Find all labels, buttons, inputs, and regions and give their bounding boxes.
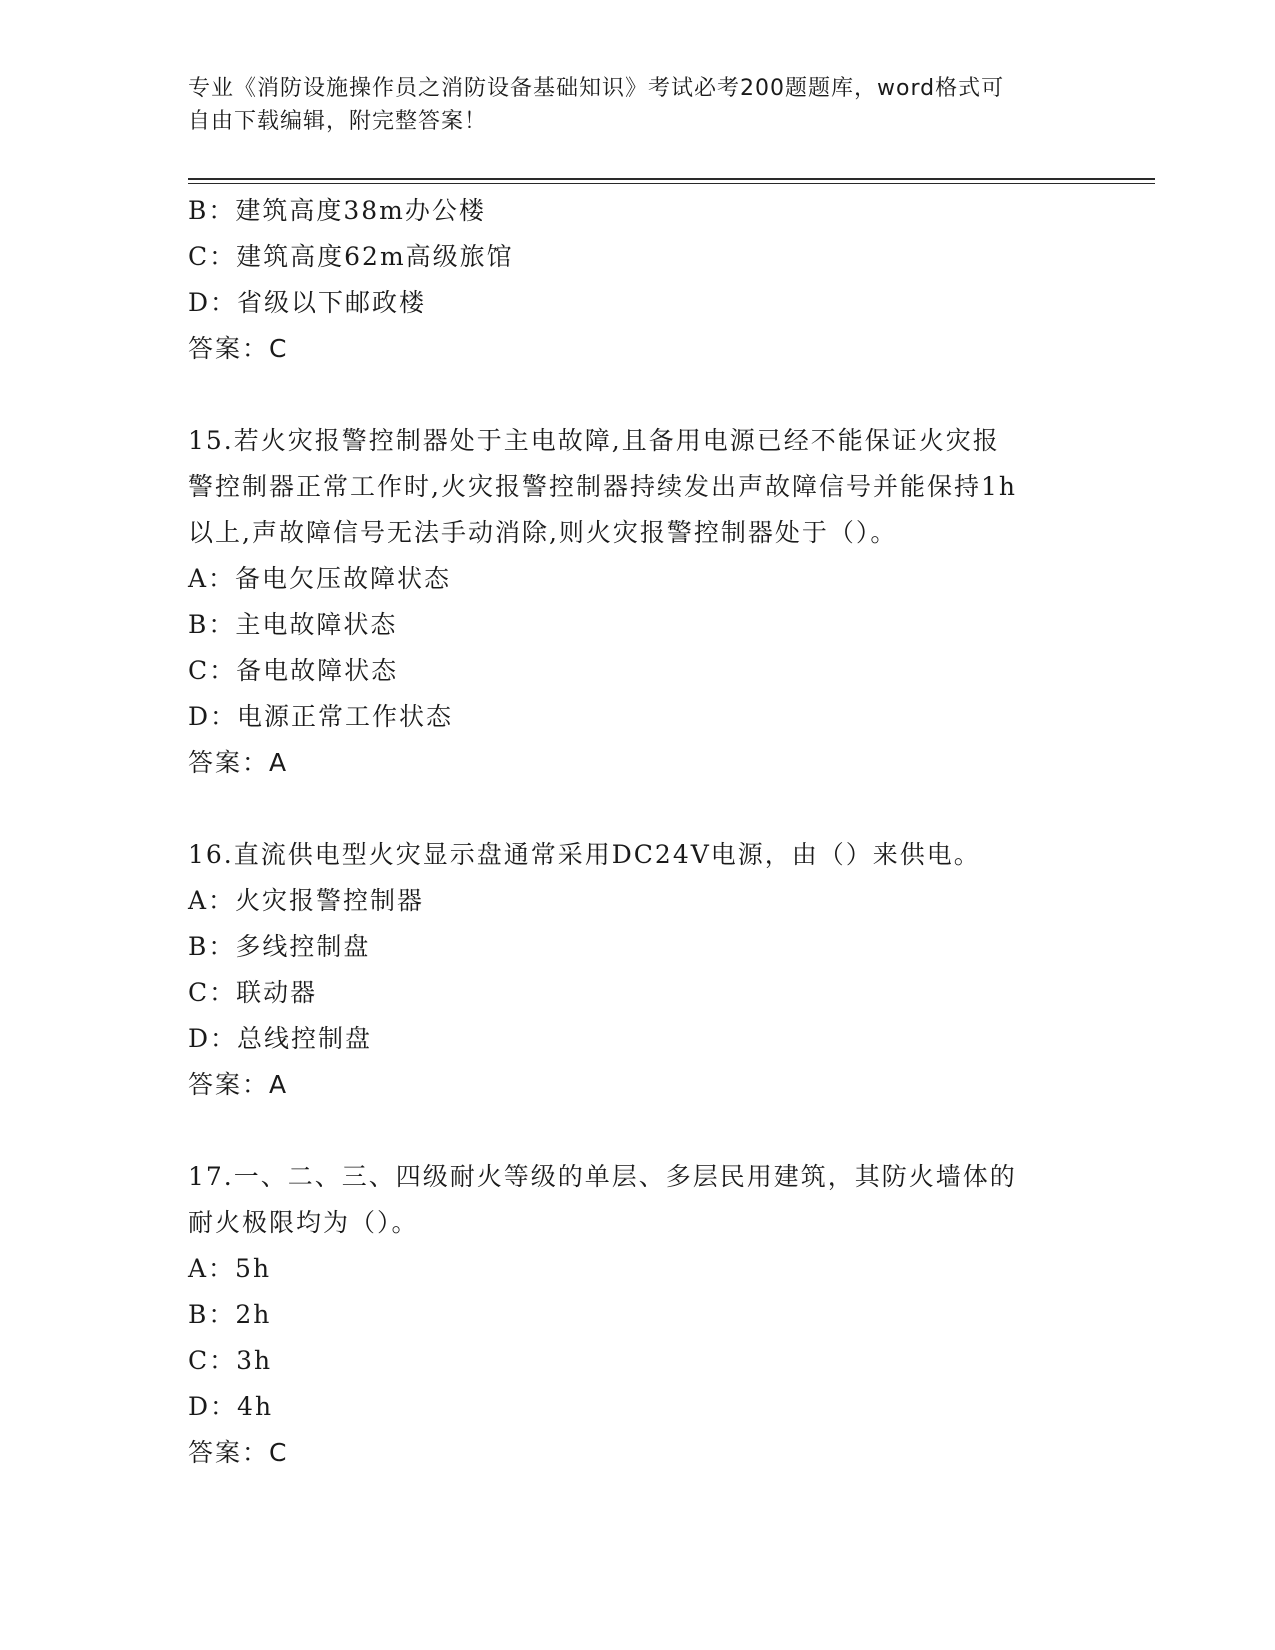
option-b: B：主电故障状态 — [188, 610, 398, 639]
option-d: D：电源正常工作状态 — [188, 702, 454, 731]
question-16 — [188, 832, 1088, 1108]
question-stem-line: 15.若火灾报警控制器处于主电故障,且备用电源已经不能保证火灾报 — [188, 426, 1000, 455]
option-d: D：省级以下邮政楼 — [188, 288, 427, 317]
option-a: A：备电欠压故障状态 — [188, 564, 452, 593]
option-b: B：2h — [188, 1300, 272, 1329]
header-divider-thin — [188, 183, 1155, 184]
option-a: A：火灾报警控制器 — [188, 886, 425, 915]
question-stem-line: 16.直流供电型火灾显示盘通常采用DC24V电源，由（）来供电。 — [188, 840, 981, 869]
option-c: C：联动器 — [188, 978, 318, 1007]
option-d: D：总线控制盘 — [188, 1024, 373, 1053]
option-b: B：多线控制盘 — [188, 932, 371, 961]
question-fragment — [188, 188, 1088, 372]
question-17 — [188, 1154, 1088, 1476]
answer-line: 答案：A — [188, 1070, 289, 1099]
question-stem-line: 耐火极限均为（）。 — [188, 1208, 419, 1237]
header-divider-thick — [188, 178, 1155, 180]
option-d: D：4h — [188, 1392, 274, 1421]
option-c: C：建筑高度62m高级旅馆 — [188, 242, 514, 271]
spacer — [188, 1108, 1088, 1154]
question-stem-line: 警控制器正常工作时,火灾报警控制器持续发出声故障信号并能保持1h — [188, 472, 1017, 501]
question-stem-line: 以上,声故障信号无法手动消除,则火灾报警控制器处于（）。 — [188, 518, 898, 547]
page-header — [188, 72, 1088, 138]
spacer — [188, 786, 1088, 832]
header-title-line-2: 自由下载编辑，附完整答案！ — [188, 109, 488, 134]
question-15 — [188, 418, 1088, 786]
option-c: C：3h — [188, 1346, 273, 1375]
question-stem-line: 17.一、二、三、四级耐火等级的单层、多层民用建筑，其防火墙体的 — [188, 1162, 1017, 1191]
spacer — [188, 372, 1088, 418]
header-title-line-1: 专业《消防设施操作员之消防设备基础知识》考试必考200题题库，word格式可 — [188, 76, 1005, 101]
question-list — [188, 188, 1088, 1476]
option-a: A：5h — [188, 1254, 272, 1283]
answer-line: 答案：C — [188, 1438, 289, 1467]
option-c: C：备电故障状态 — [188, 656, 399, 685]
answer-line: 答案：C — [188, 334, 289, 363]
option-b: B：建筑高度38m办公楼 — [188, 196, 486, 225]
answer-line: 答案：A — [188, 748, 289, 777]
